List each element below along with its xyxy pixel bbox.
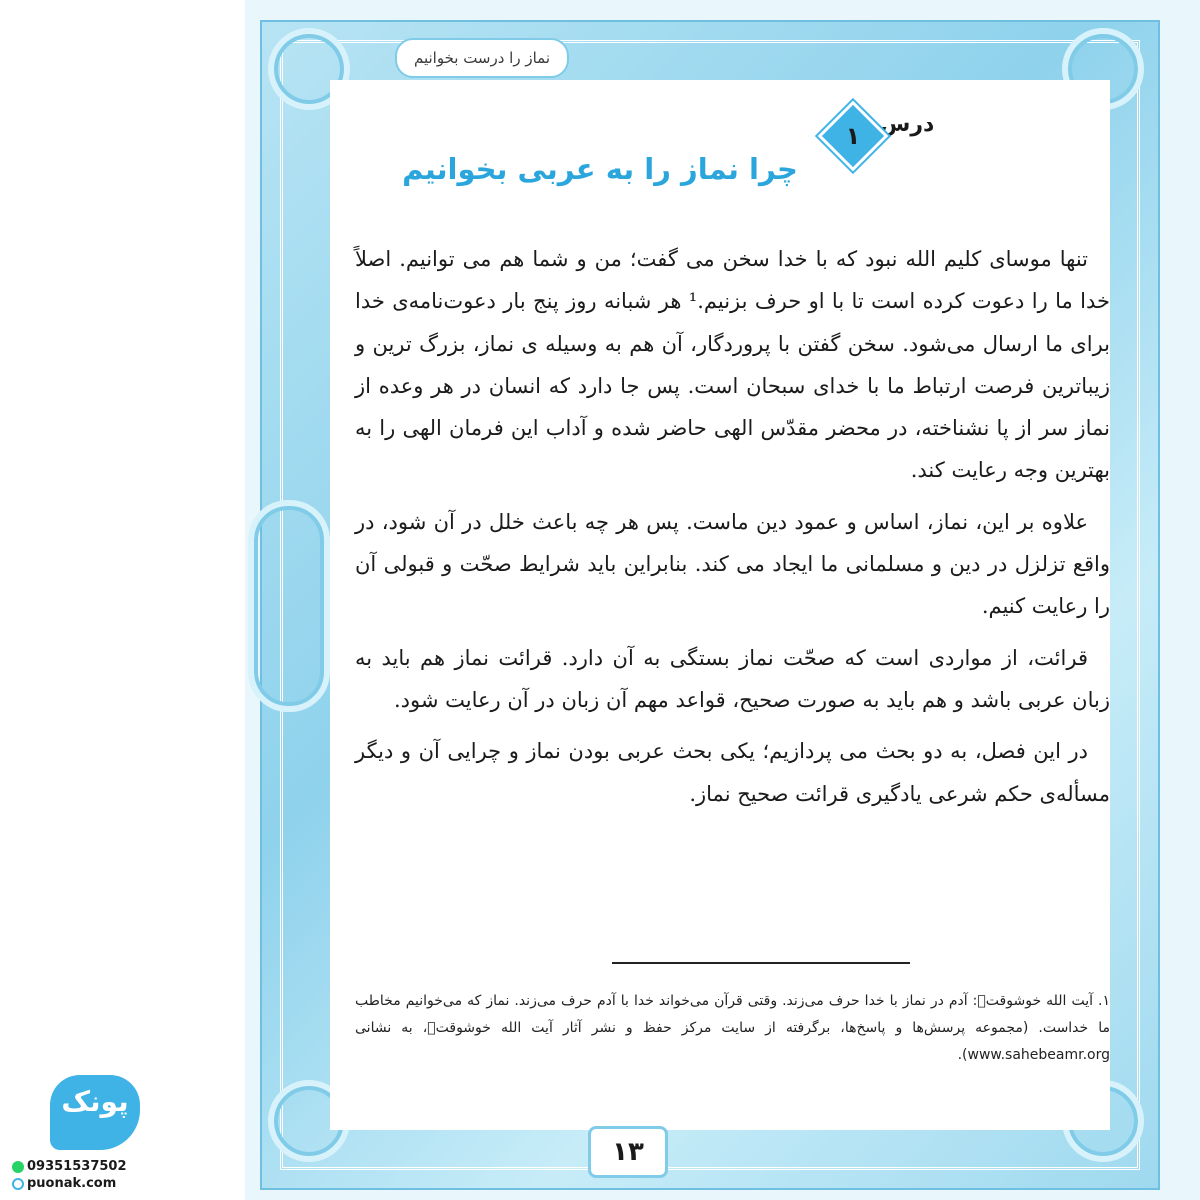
lesson-number: ۱ <box>845 122 861 150</box>
body-text <box>355 238 1110 824</box>
watermark-phone <box>12 1159 162 1174</box>
footnotes <box>355 988 1110 1069</box>
paragraph: تنها موسای کلیم الله نبود که با خدا سخن می گفت؛ من و شما هم می توانیم. اصلاً خدا ما را دعوت کرده است تا با او حرف بزنیم.¹ هر شبانه روز پنج بار دعوت‌نامه‌ی خدا برای ما ارسال می‌شود. سخن گفتن با پروردگار، آن هم به وسیله‌ ی نماز، بزرگ ترین و زیباترین فرصت ارتباط ما با خدای سبحان است. پس جا دارد که انسان در هر وعده از نماز سر از پا نشناخته، در محضر مقدّس الهی حاضر شده و آداب این فرمان الهی را به بهترین وجه رعایت کند. <box>355 247 1110 483</box>
page-number: ۱۳ <box>588 1126 668 1178</box>
paragraph: قرائت، از مواردی است که صحّت نماز بستگی به آن دارد. قرائت نماز هم باید به زبان عربی باشد و هم باید به صورت صحیح، قواعد مهم آن زبان در آن رعایت شود. <box>355 645 1110 712</box>
watermark <box>12 1075 162 1195</box>
footnote-item: ۱. آیت الله خوشوقت﷫: آدم در نماز با خدا حرف می‌زند. وقتی قرآن می‌خواند خدا با آدم حرف می‌زند. نماز که می‌خوانیم مخاطب ما خداست. (مجموعه پرسش‌ها و پاسخ‌ها، برگرفته از سایت مرکز حفظ و نشر آثار آیت الله خوشوقت﷫، به نشانی www.sahebeamr.org). <box>355 993 1110 1063</box>
side-ornament-icon <box>248 500 330 712</box>
watermark-logo-text: پونک <box>61 1085 129 1118</box>
globe-icon <box>12 1178 24 1190</box>
running-header: نماز را درست بخوانیم <box>395 38 569 78</box>
paragraph: علاوه بر این، نماز، اساس و عمود دین ماست. پس هر چه باعث خلل در آن شود، در واقع تزلزل در دین و مسلمانی ما ایجاد می کند. بنابراین باید شرایط صحّت و قبولی آن را رعایت کنیم. <box>355 509 1110 619</box>
watermark-phone-text: 09351537502 <box>27 1159 127 1174</box>
footnote-divider <box>612 962 910 964</box>
paragraph: در این فصل، به دو بحث می پردازیم؛ یکی بحث عربی بودن نماز و چرایی آن و دیگر مسأله‌ی حکم شرعی یادگیری قرائت صحیح نماز. <box>355 739 1110 806</box>
phone-icon <box>12 1161 24 1173</box>
watermark-site <box>12 1176 162 1191</box>
lesson-label: درس <box>880 112 935 137</box>
watermark-site-text: puonak.com <box>27 1176 117 1191</box>
page-title: چرا نماز را به عربی بخوانیم <box>402 152 798 186</box>
